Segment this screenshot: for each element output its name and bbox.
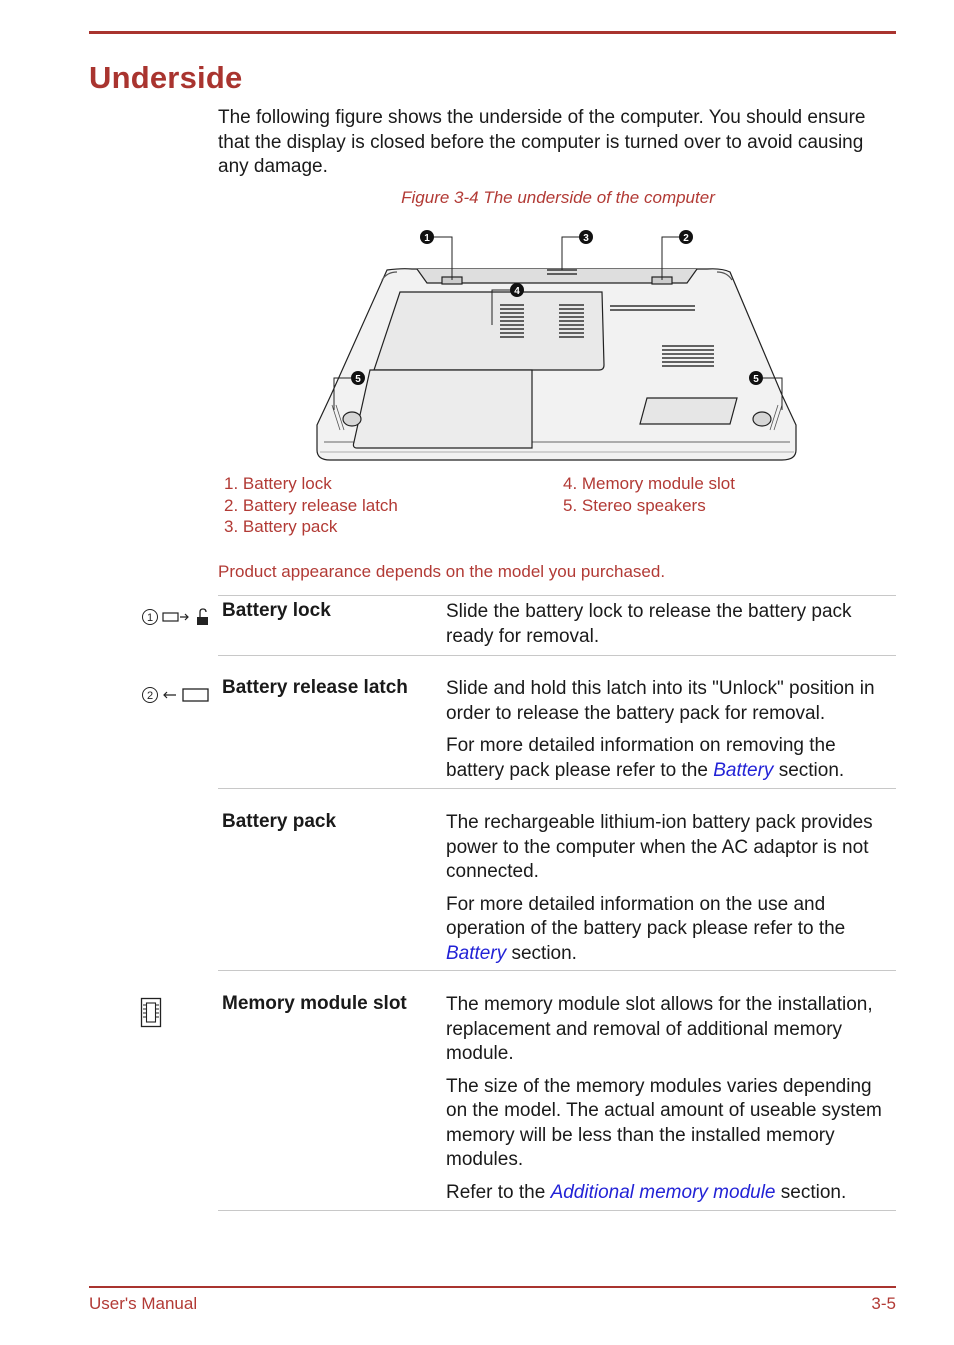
memory-module-icon xyxy=(140,997,164,1029)
battery-release-icon xyxy=(140,684,212,706)
figure-caption: Figure 3-4 The underside of the computer xyxy=(401,188,715,207)
term-memory-module-slot: Memory module slot xyxy=(222,993,407,1014)
callout-3-marker xyxy=(579,230,593,244)
bottom-rule xyxy=(89,1286,896,1288)
appearance-note: Product appearance depends on the model you purchased. xyxy=(218,562,666,581)
desc-paragraph: The memory module slot allows for the installation, replacement and removal of additional memory module. xyxy=(446,994,873,1064)
desc-paragraph: Refer to the Additional memory module section. xyxy=(446,1181,847,1203)
footer-title: User's Manual xyxy=(89,1294,198,1313)
figure-legend-right xyxy=(563,473,735,516)
term-battery-pack: Battery pack xyxy=(222,811,337,832)
page-heading: Underside xyxy=(89,60,243,95)
svg-text:2: 2 xyxy=(683,233,689,244)
laptop-underside-figure xyxy=(312,220,802,465)
callout-4-marker xyxy=(510,283,524,297)
legend-item: 2. Battery release latch xyxy=(224,495,398,515)
intro-paragraph: The following figure shows the underside of the computer. You should ensure that the display is closed before the computer is turned over to avoid causing any damage. xyxy=(218,107,866,177)
callout-5-right-marker xyxy=(749,371,763,385)
callout-2-marker xyxy=(679,230,693,244)
legend-item: 5. Stereo speakers xyxy=(563,495,706,515)
battery-link[interactable]: Battery xyxy=(446,942,507,964)
desc-paragraph: For more detailed information on the use and operation of the battery pack please refer to the Battery section. xyxy=(446,893,846,964)
svg-text:1: 1 xyxy=(146,612,154,624)
legend-item: 3. Battery pack xyxy=(224,517,338,536)
svg-text:5: 5 xyxy=(753,374,759,385)
table-rule xyxy=(218,595,896,596)
figure-legend-left xyxy=(224,473,398,538)
desc-paragraph: Slide and hold this latch into its "Unlock" position in order to release the battery pack for removal. xyxy=(446,678,875,724)
additional-memory-module-link[interactable]: Additional memory module xyxy=(550,1181,776,1203)
top-rule xyxy=(89,31,896,34)
desc-paragraph: Slide the battery lock to release the battery pack ready for removal. xyxy=(446,601,852,647)
desc-paragraph: For more detailed information on removing the battery pack please refer to the Battery section. xyxy=(446,735,845,781)
term-battery-release-latch: Battery release latch xyxy=(222,677,408,698)
svg-text:4: 4 xyxy=(514,286,520,297)
table-rule xyxy=(218,788,896,789)
legend-item: 4. Memory module slot xyxy=(563,474,735,493)
table-rule xyxy=(218,1210,896,1211)
callout-5-left-marker xyxy=(351,371,365,385)
svg-text:3: 3 xyxy=(583,233,589,244)
desc-battery-pack xyxy=(446,811,891,974)
svg-text:1: 1 xyxy=(424,233,430,244)
desc-paragraph: The rechargeable lithium-ion battery pack provides power to the computer when the AC adaptor is not connected. xyxy=(446,812,873,882)
battery-link[interactable]: Battery xyxy=(713,759,774,781)
battery-lock-icon xyxy=(140,606,212,628)
desc-battery-lock xyxy=(446,600,891,657)
legend-item: 1. Battery lock xyxy=(224,474,332,493)
desc-paragraph: The size of the memory modules varies depending on the model. The actual amount of useable system memory will be less than the installed memory modules. xyxy=(446,1075,882,1170)
table-rule xyxy=(218,970,896,971)
desc-memory-module-slot xyxy=(446,993,891,1213)
svg-text:5: 5 xyxy=(355,374,361,385)
desc-battery-release-latch xyxy=(446,677,891,791)
table-rule xyxy=(218,655,896,656)
page-number: 3-5 xyxy=(871,1294,896,1313)
callout-1-marker xyxy=(420,230,434,244)
svg-text:2: 2 xyxy=(146,690,154,702)
term-battery-lock: Battery lock xyxy=(222,600,331,621)
